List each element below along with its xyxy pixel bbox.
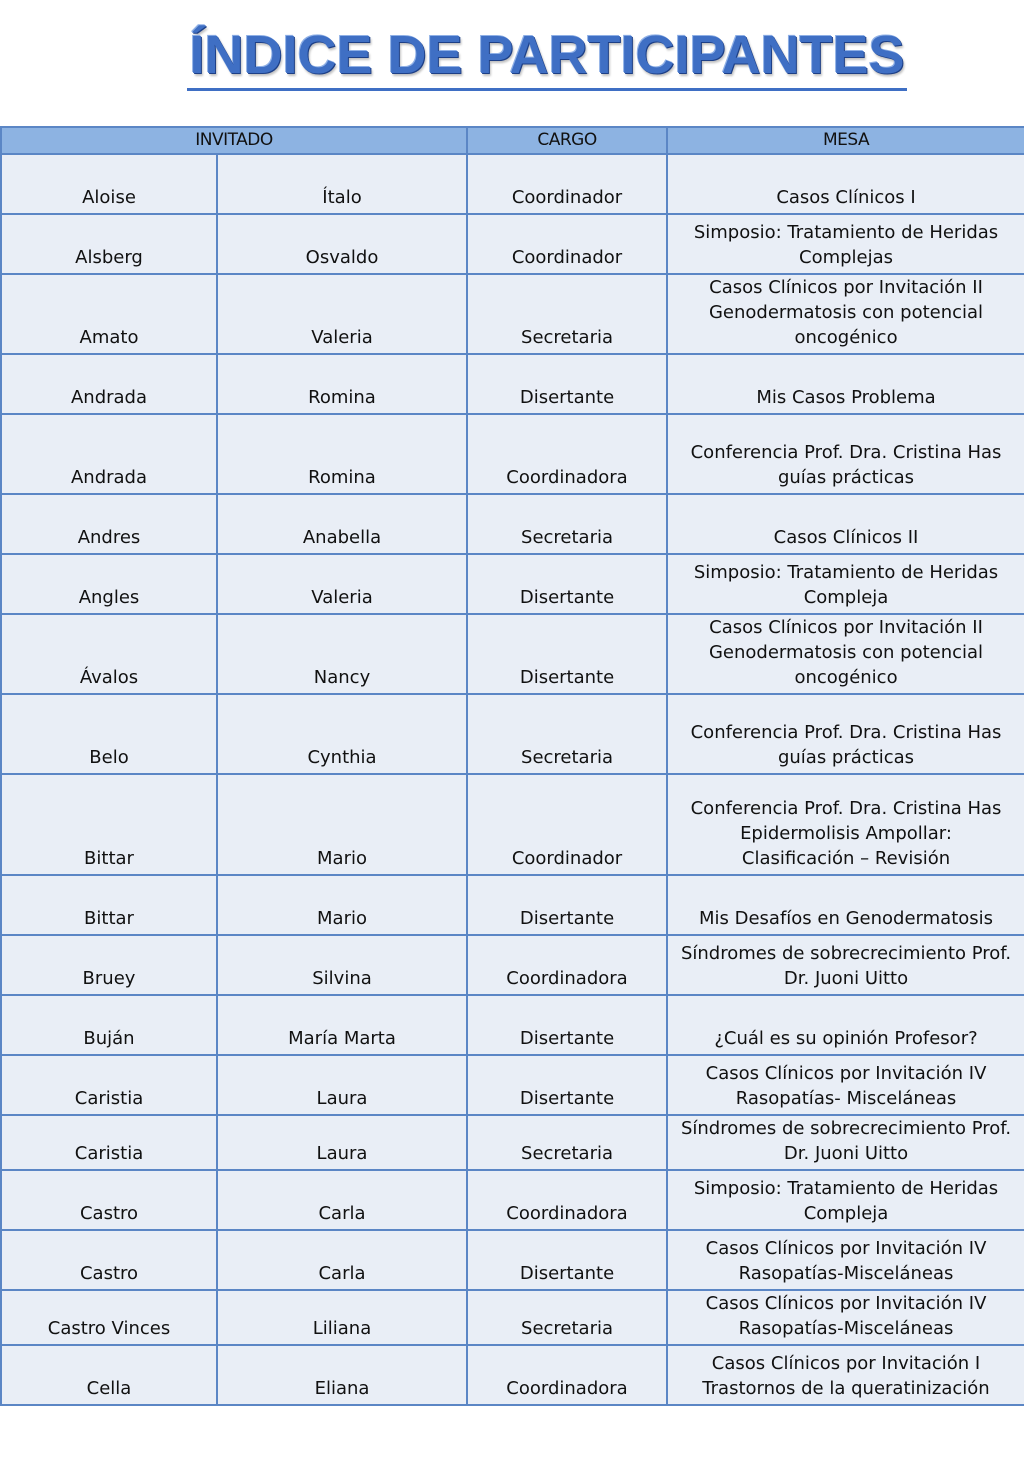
table-row <box>1 274 1024 354</box>
guest-surname-cell: Castro <box>1 1170 217 1230</box>
cargo-cell: Disertante <box>467 354 667 414</box>
guest-surname-cell: Bittar <box>1 875 217 935</box>
table-row <box>1 774 1024 875</box>
mesa-cell <box>667 214 1024 274</box>
guest-name-cell: Eliana <box>217 1345 467 1405</box>
guest-name-cell: Osvaldo <box>217 214 467 274</box>
cargo-cell: Disertante <box>467 1055 667 1115</box>
mesa-line: Casos Clínicos por Invitación I <box>711 1353 981 1374</box>
mesa-line: Simposio: Tratamiento de Heridas <box>693 1178 999 1199</box>
guest-name-cell: Carla <box>217 1170 467 1230</box>
table-row <box>1 694 1024 774</box>
title-block <box>0 22 1024 91</box>
cargo-cell: Disertante <box>467 554 667 614</box>
mesa-cell <box>667 354 1024 414</box>
cargo-cell: Secretaria <box>467 694 667 774</box>
cargo-cell: Disertante <box>467 614 667 694</box>
mesa-cell <box>667 1170 1024 1230</box>
mesa-line: Síndromes de sobrecrecimiento Prof. <box>680 943 1012 964</box>
mesa-line: Mis Casos Problema <box>756 387 936 408</box>
table-row <box>1 1290 1024 1345</box>
guest-surname-cell: Bittar <box>1 774 217 875</box>
mesa-cell <box>667 154 1024 214</box>
cargo-cell: Coordinadora <box>467 935 667 995</box>
mesa-line: Casos Clínicos por Invitación II <box>709 277 983 298</box>
table-row <box>1 154 1024 214</box>
guest-name-cell: Mario <box>217 774 467 875</box>
mesa-line: Síndromes de sobrecrecimiento Prof. <box>680 1118 1012 1139</box>
guest-surname-cell: Bruey <box>1 935 217 995</box>
mesa-line: Casos Clínicos por Invitación II <box>709 617 983 638</box>
mesa-line: Simposio: Tratamiento de Heridas <box>693 222 999 243</box>
cargo-cell: Secretaria <box>467 1290 667 1345</box>
mesa-line: Genodermatosis con potencial <box>708 302 984 323</box>
guest-name-cell: Romina <box>217 354 467 414</box>
mesa-line: Genodermatosis con potencial <box>708 642 984 663</box>
cargo-cell: Secretaria <box>467 1115 667 1170</box>
mesa-line: Conferencia Prof. Dra. Cristina Has <box>690 722 1002 743</box>
guest-name-cell: Silvina <box>217 935 467 995</box>
mesa-line: Trastornos de la queratinización <box>702 1378 990 1399</box>
guest-surname-cell: Angles <box>1 554 217 614</box>
guest-surname-cell: Andrada <box>1 414 217 494</box>
mesa-line: Compleja <box>803 587 889 608</box>
guest-surname-cell: Ávalos <box>1 614 217 694</box>
guest-name-cell: Laura <box>217 1055 467 1115</box>
mesa-cell <box>667 1345 1024 1405</box>
guest-surname-cell: Aloise <box>1 154 217 214</box>
table-row <box>1 935 1024 995</box>
mesa-cell <box>667 694 1024 774</box>
table-row <box>1 494 1024 554</box>
cargo-cell: Disertante <box>467 995 667 1055</box>
mesa-cell <box>667 494 1024 554</box>
mesa-line: oncogénico <box>794 667 898 688</box>
mesa-line: Rasopatías- Misceláneas <box>735 1088 957 1109</box>
mesa-line: Casos Clínicos por Invitación IV <box>705 1063 987 1084</box>
cargo-cell: Secretaria <box>467 274 667 354</box>
mesa-cell <box>667 995 1024 1055</box>
mesa-cell <box>667 1055 1024 1115</box>
mesa-cell <box>667 414 1024 494</box>
mesa-cell <box>667 274 1024 354</box>
mesa-cell <box>667 614 1024 694</box>
mesa-line: Dr. Juoni Uitto <box>783 968 909 989</box>
guest-name-cell: Liliana <box>217 1290 467 1345</box>
cargo-cell: Coordinadora <box>467 1170 667 1230</box>
table-body <box>1 154 1024 1405</box>
table-row <box>1 214 1024 274</box>
table-row <box>1 1170 1024 1230</box>
guest-name-cell: Ítalo <box>217 154 467 214</box>
mesa-line: oncogénico <box>794 327 898 348</box>
table-row <box>1 414 1024 494</box>
header-mesa: MESA <box>667 127 1024 154</box>
guest-surname-cell: Castro <box>1 1230 217 1290</box>
guest-surname-cell: Caristia <box>1 1055 217 1115</box>
mesa-line: guías prácticas <box>777 747 915 768</box>
guest-name-cell: Carla <box>217 1230 467 1290</box>
table-row <box>1 354 1024 414</box>
page-title: ÍNDICE DE PARTICIPANTES <box>187 22 906 91</box>
mesa-cell <box>667 554 1024 614</box>
guest-surname-cell: Cella <box>1 1345 217 1405</box>
mesa-line: Dr. Juoni Uitto <box>783 1143 909 1164</box>
guest-surname-cell: Castro Vinces <box>1 1290 217 1345</box>
guest-name-cell: Mario <box>217 875 467 935</box>
cargo-cell: Secretaria <box>467 494 667 554</box>
cargo-cell: Coordinadora <box>467 414 667 494</box>
cargo-cell: Coordinador <box>467 154 667 214</box>
mesa-line: Clasificación – Revisión <box>741 848 951 869</box>
guest-name-cell: Cynthia <box>217 694 467 774</box>
mesa-cell <box>667 935 1024 995</box>
table-row <box>1 995 1024 1055</box>
mesa-line: guías prácticas <box>777 467 915 488</box>
mesa-line: Rasopatías-Misceláneas <box>738 1263 954 1284</box>
cargo-cell: Disertante <box>467 1230 667 1290</box>
header-invitado: INVITADO <box>1 127 467 154</box>
mesa-line: Compleja <box>803 1203 889 1224</box>
table-row <box>1 1055 1024 1115</box>
table-row <box>1 1115 1024 1170</box>
cargo-cell: Disertante <box>467 875 667 935</box>
mesa-line: Complejas <box>799 247 894 268</box>
mesa-cell <box>667 1230 1024 1290</box>
cargo-cell: Coordinador <box>467 214 667 274</box>
mesa-line: Conferencia Prof. Dra. Cristina Has <box>690 442 1002 463</box>
cargo-cell: Coordinador <box>467 774 667 875</box>
guest-surname-cell: Belo <box>1 694 217 774</box>
mesa-line: ¿Cuál es su opinión Profesor? <box>714 1028 978 1049</box>
guest-name-cell: Nancy <box>217 614 467 694</box>
guest-name-cell: Valeria <box>217 274 467 354</box>
mesa-line: Conferencia Prof. Dra. Cristina Has <box>690 798 1002 819</box>
guest-name-cell: Romina <box>217 414 467 494</box>
guest-name-cell: Valeria <box>217 554 467 614</box>
guest-surname-cell: Andrada <box>1 354 217 414</box>
guest-surname-cell: Buján <box>1 995 217 1055</box>
guest-name-cell: Anabella <box>217 494 467 554</box>
mesa-line: Casos Clínicos II <box>773 527 919 548</box>
guest-surname-cell: Alsberg <box>1 214 217 274</box>
header-cargo: CARGO <box>467 127 667 154</box>
mesa-line: Epidermolisis Ampollar: <box>740 823 952 844</box>
table-row <box>1 614 1024 694</box>
mesa-line: Simposio: Tratamiento de Heridas <box>693 562 999 583</box>
table-row <box>1 554 1024 614</box>
guest-surname-cell: Caristia <box>1 1115 217 1170</box>
mesa-line: Mis Desafíos en Genodermatosis <box>698 908 994 929</box>
mesa-cell <box>667 875 1024 935</box>
guest-surname-cell: Amato <box>1 274 217 354</box>
table-row <box>1 1345 1024 1405</box>
cargo-cell: Coordinadora <box>467 1345 667 1405</box>
table-row <box>1 1230 1024 1290</box>
table-row <box>1 875 1024 935</box>
mesa-line: Casos Clínicos I <box>776 187 916 208</box>
mesa-cell <box>667 1290 1024 1345</box>
mesa-line: Casos Clínicos por Invitación IV <box>705 1293 987 1314</box>
mesa-line: Casos Clínicos por Invitación IV <box>705 1238 987 1259</box>
table-header-row <box>1 127 1024 154</box>
participants-table <box>0 126 1024 1406</box>
mesa-cell <box>667 774 1024 875</box>
guest-name-cell: Laura <box>217 1115 467 1170</box>
guest-surname-cell: Andres <box>1 494 217 554</box>
mesa-cell <box>667 1115 1024 1170</box>
mesa-line: Rasopatías-Misceláneas <box>738 1318 954 1339</box>
guest-name-cell: María Marta <box>217 995 467 1055</box>
